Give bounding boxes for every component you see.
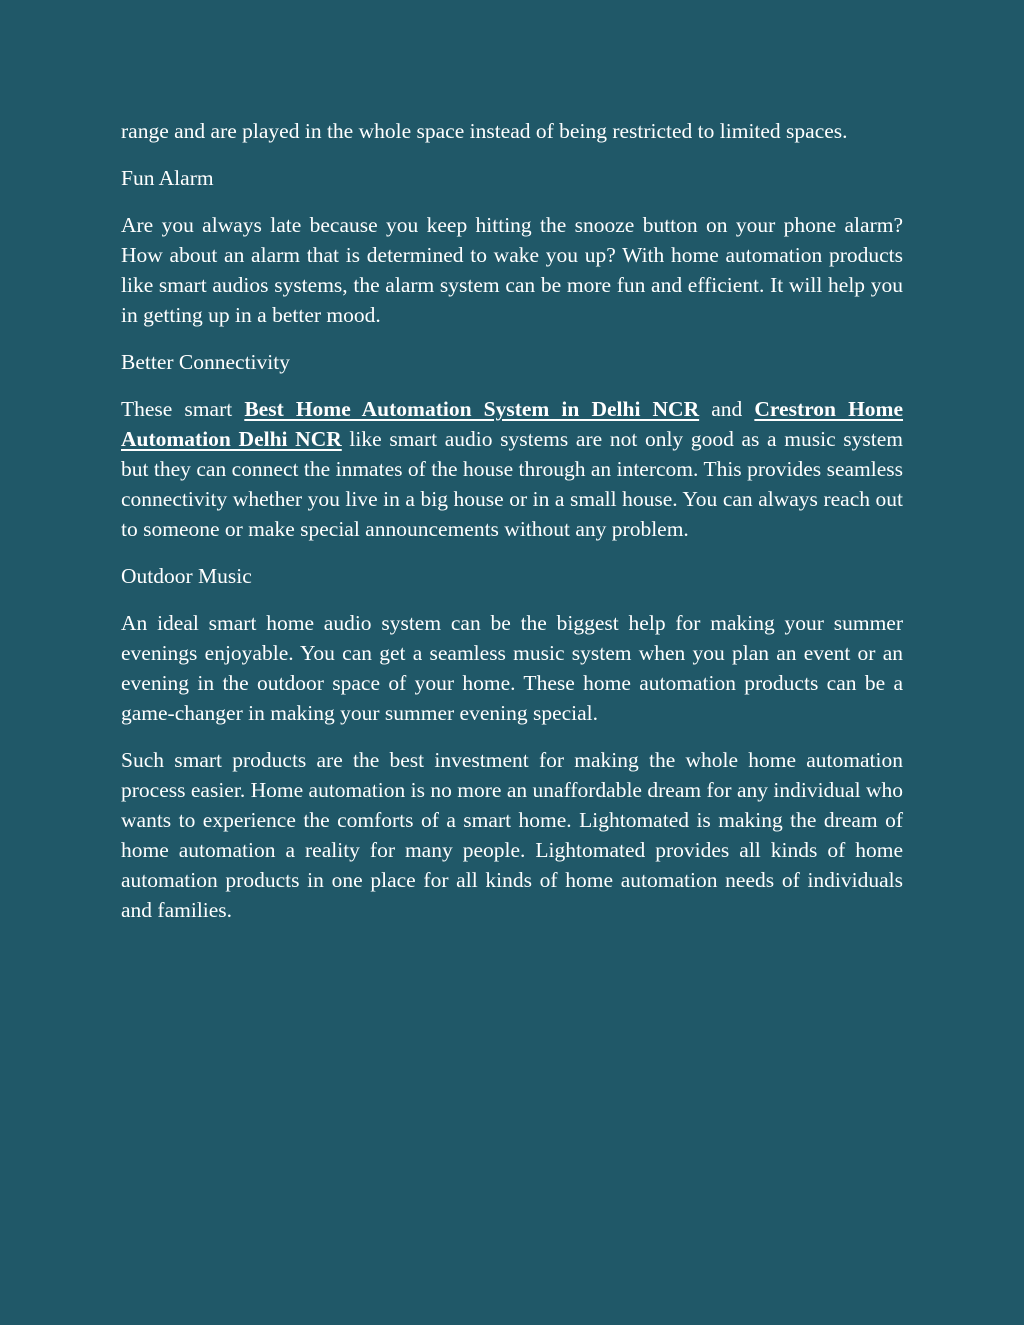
best-home-automation-link[interactable]: Best Home Automation System in Delhi NCR <box>244 397 700 421</box>
fun-alarm-paragraph: Are you always late because you keep hitting the snooze button on your phone alarm? How about an alarm that is determined to wake you up? With home automation products like smart audios systems, the alarm system can be more fun and efficient. It will help you in getting up in a better mood. <box>121 213 903 327</box>
page-content <box>121 116 903 942</box>
better-connectivity-paragraph <box>121 394 903 544</box>
conclusion-paragraph: Such smart products are the best investment for making the whole home automation process easier. Home automation is no more an unaffordable dream for any individual who wants to experience the comforts of a smart home. Lightomated is making the dream of home automation a reality for many people. Lightomated provides all kinds of home automation products in one place for all kinds of home automation needs of individuals and families. <box>121 748 903 922</box>
better-connectivity-text-mid: and <box>699 397 755 421</box>
fun-alarm-heading: Fun Alarm <box>121 166 214 190</box>
intro-continuation-paragraph: range and are played in the whole space instead of being restricted to limited spaces. <box>121 119 848 143</box>
better-connectivity-text-end: like smart audio systems are not only good as a music system but they can connect the inmates of the house through an intercom. This provides seamless connectivity whether you live in a big house or in a small house. You can always reach out to someone or make special announcements without any problem. <box>121 427 903 541</box>
better-connectivity-heading: Better Connectivity <box>121 350 290 374</box>
better-connectivity-text-start: These smart <box>121 397 245 421</box>
outdoor-music-heading: Outdoor Music <box>121 564 252 588</box>
outdoor-music-paragraph: An ideal smart home audio system can be the biggest help for making your summer evenings enjoyable. You can get a seamless music system when you plan an event or an evening in the outdoor space of your home. These home automation products can be a game-changer in making your summer evening special. <box>121 611 903 725</box>
crestron-home-automation-link[interactable]: Crestron Home Automation Delhi NCR <box>121 397 904 451</box>
